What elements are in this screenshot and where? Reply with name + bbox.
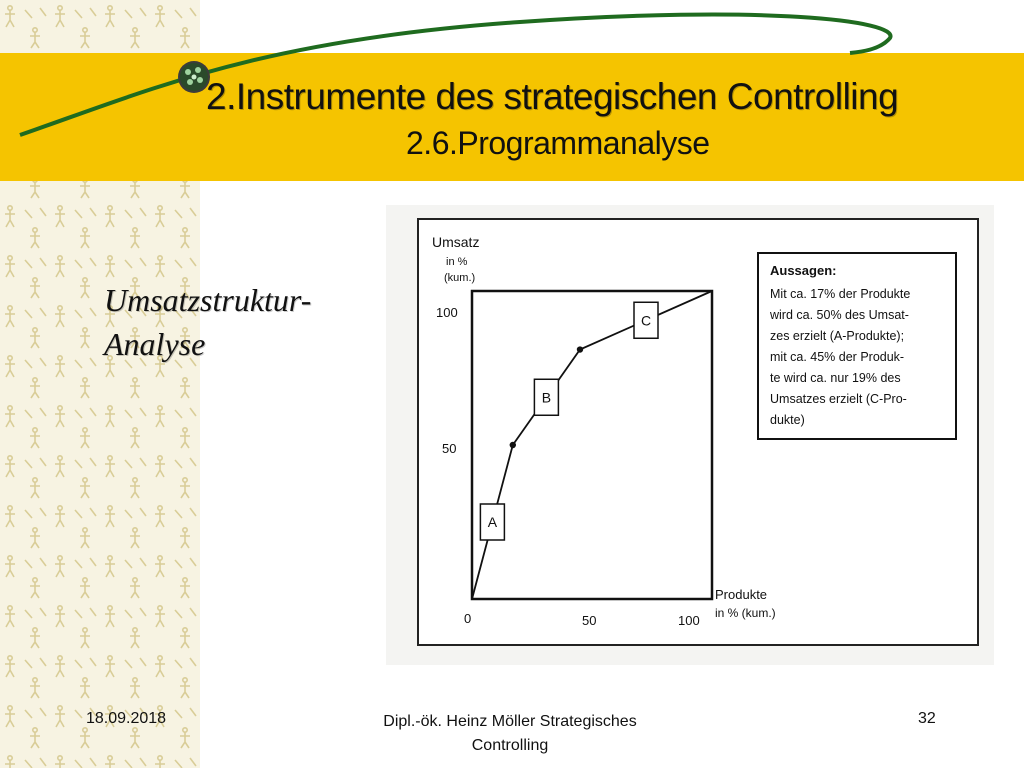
chart-panel [386, 205, 994, 665]
annotation-line: wird ca. 50% des Umsat- [770, 308, 909, 322]
annotation-line: Mit ca. 17% der Produkte [770, 287, 911, 301]
annotation-box [758, 253, 956, 439]
annotation-line: mit ca. 45% der Produk- [770, 350, 905, 364]
page-title: 2.Instrumente des strategischen Controlling [206, 76, 899, 117]
x-tick-label-0: 0 [464, 611, 472, 626]
footer-page-number: 32 [918, 710, 936, 727]
annotation-line: dukte) [770, 413, 805, 427]
footer-author [360, 710, 660, 758]
region-label-c: C [640, 312, 652, 329]
side-label-line1: Umsatzstruktur- [104, 282, 312, 318]
y-tick-label-50: 50 [442, 441, 457, 456]
revenue-structure-chart [386, 205, 994, 665]
region-label-a: A [487, 514, 498, 530]
data-point [510, 442, 516, 448]
x-tick-label-50: 50 [582, 613, 597, 628]
footer-author-line2: Controlling [471, 737, 549, 754]
y-axis-label-3: (kum.) [444, 272, 476, 284]
y-axis-label-2: in % [446, 256, 468, 268]
footer-date: 18.09.2018 [86, 710, 167, 727]
annotation-line: te wird ca. nur 19% des [770, 371, 901, 385]
footer-author-line1: Dipl.-ök. Heinz Möller Strategisches [383, 713, 637, 730]
x-axis-label-1: Produkte [715, 587, 768, 602]
annotation-line: Umsatzes erzielt (C-Pro- [770, 392, 907, 406]
region-label-b: B [541, 389, 552, 406]
page-subtitle: 2.6.Programmanalyse [406, 125, 710, 161]
y-tick-label-100: 100 [436, 305, 458, 320]
x-tick-label-100: 100 [678, 613, 700, 628]
y-axis-label-1: Umsatz [432, 234, 480, 250]
annotation-heading: Aussagen: [770, 263, 837, 278]
side-label-line2: Analyse [104, 326, 206, 362]
annotation-line: zes erzielt (A-Produkte); [770, 329, 905, 343]
data-point [577, 346, 583, 352]
x-axis-label-2: in % (kum.) [715, 606, 776, 620]
side-label [104, 278, 311, 366]
